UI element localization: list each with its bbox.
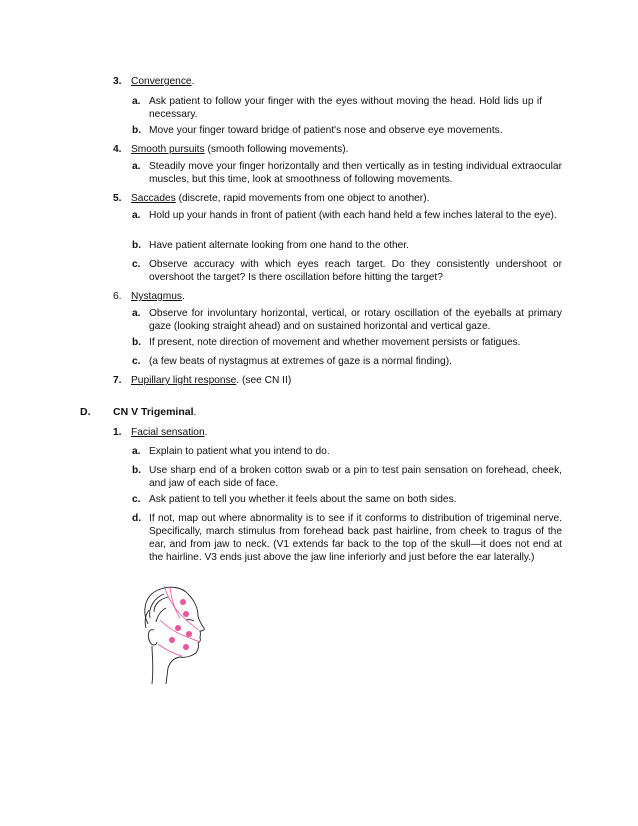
item-text: Steadily move your finger horizontally and then vertically as in testing individual extraocular muscles, but this time, look at smoothness of following movements. [149, 161, 562, 185]
list-item [132, 512, 562, 564]
item-text: If present, note direction of movement and whether movement persists or fatigues. [149, 337, 521, 348]
list-item [132, 464, 562, 490]
item-text: Ask patient to tell you whether it feels about the same on both sides. [149, 494, 457, 505]
item-label: c. [132, 494, 141, 505]
list-item [132, 307, 562, 333]
item-number: 5. [113, 193, 122, 204]
list-item [132, 493, 562, 506]
item-label: b. [132, 125, 142, 136]
item-text: Observe for involuntary horizontal, vertical, or rotary oscillation of the eyeballs at primary gaze (looking straight ahead) and on sustained horizontal and vertical gaze. [149, 308, 562, 332]
item-number: 4. [113, 144, 122, 155]
heading-title: Nystagmus [131, 291, 182, 302]
item-label: b. [132, 465, 142, 476]
item-number: 7. [113, 375, 122, 386]
heading-suffix: . (see CN II) [236, 375, 292, 386]
item-text: Move your finger toward bridge of patient's nose and observe eye movements. [149, 125, 503, 136]
section-heading [113, 406, 196, 419]
heading-title: Convergence [131, 76, 192, 87]
item-label: b. [132, 240, 142, 251]
heading-suffix: (discrete, rapid movements from one object to another). [175, 193, 430, 204]
heading-convergence [131, 75, 194, 88]
item-label: a. [132, 210, 141, 221]
item-text: Observe accuracy with which eyes reach target. Do they consistently undershoot or overshoot the target? Is there oscillation before hitting the target? [149, 259, 562, 283]
heading-title: Smooth pursuits [131, 144, 205, 155]
heading-suffix: . [191, 76, 195, 87]
item-text: (a few beats of nystagmus at extremes of gaze is a normal finding). [149, 356, 452, 367]
stimulus-dots [169, 599, 192, 650]
heading-title: Pupillary light response [131, 375, 237, 386]
list-item [132, 355, 562, 368]
item-label: c. [132, 356, 141, 367]
item-label: d. [132, 513, 142, 524]
heading-suffix: (smooth following movements). [204, 144, 349, 155]
item-text: Have patient alternate looking from one hand to the other. [149, 240, 409, 251]
list-item [132, 160, 562, 186]
section-letter: D. [80, 406, 91, 418]
item-label: a. [132, 96, 141, 107]
heading-title: Facial sensation [131, 427, 205, 438]
list-item [132, 258, 562, 284]
trigeminal-head-figure [134, 584, 214, 684]
item-number: 1. [113, 427, 122, 438]
item-label: b. [132, 337, 142, 348]
item-number: 6. [113, 291, 122, 302]
item-label: a. [132, 446, 141, 457]
heading-suffix: . [181, 291, 185, 302]
list-item [132, 445, 562, 458]
heading-facial-sensation [131, 426, 207, 439]
item-label: a. [132, 161, 141, 172]
section-title: CN V Trigeminal [113, 406, 194, 418]
item-label: c. [132, 259, 141, 270]
list-item [132, 209, 562, 222]
heading-nystagmus [131, 290, 185, 303]
list-item [132, 336, 562, 349]
item-text: Use sharp end of a broken cotton swab or a pin to test pain sensation on forehead, cheek, and jaw of each side of face. [149, 465, 562, 489]
section-suffix: . [193, 406, 197, 418]
item-text: Ask patient to follow your finger with the eyes without moving the head. Hold lids up if necessary. [149, 96, 542, 120]
item-text: Hold up your hands in front of patient (with each hand held a few inches lateral to the eye). [149, 210, 557, 221]
heading-saccades [131, 192, 429, 205]
list-item [132, 239, 562, 252]
item-text: Explain to patient what you intend to do. [149, 446, 330, 457]
item-number: 3. [113, 76, 122, 87]
heading-title: Saccades [131, 193, 176, 204]
heading-pupillary [131, 374, 291, 387]
item-text: If not, map out where abnormality is to see if it conforms to distribution of trigeminal nerve. Specifically, march stimulus from forehead back past hairline, from cheek to tragus of the ear, and from jaw to neck. (V1 extends far back to the top of the skull—it does not end at the hairline. V3 ends just above the jaw line inferiorly and just before the ear laterally.) [149, 513, 562, 563]
list-item [132, 95, 542, 121]
heading-suffix: . [204, 427, 208, 438]
heading-smooth-pursuits [131, 143, 348, 156]
item-label: a. [132, 308, 141, 319]
list-item [132, 124, 562, 137]
